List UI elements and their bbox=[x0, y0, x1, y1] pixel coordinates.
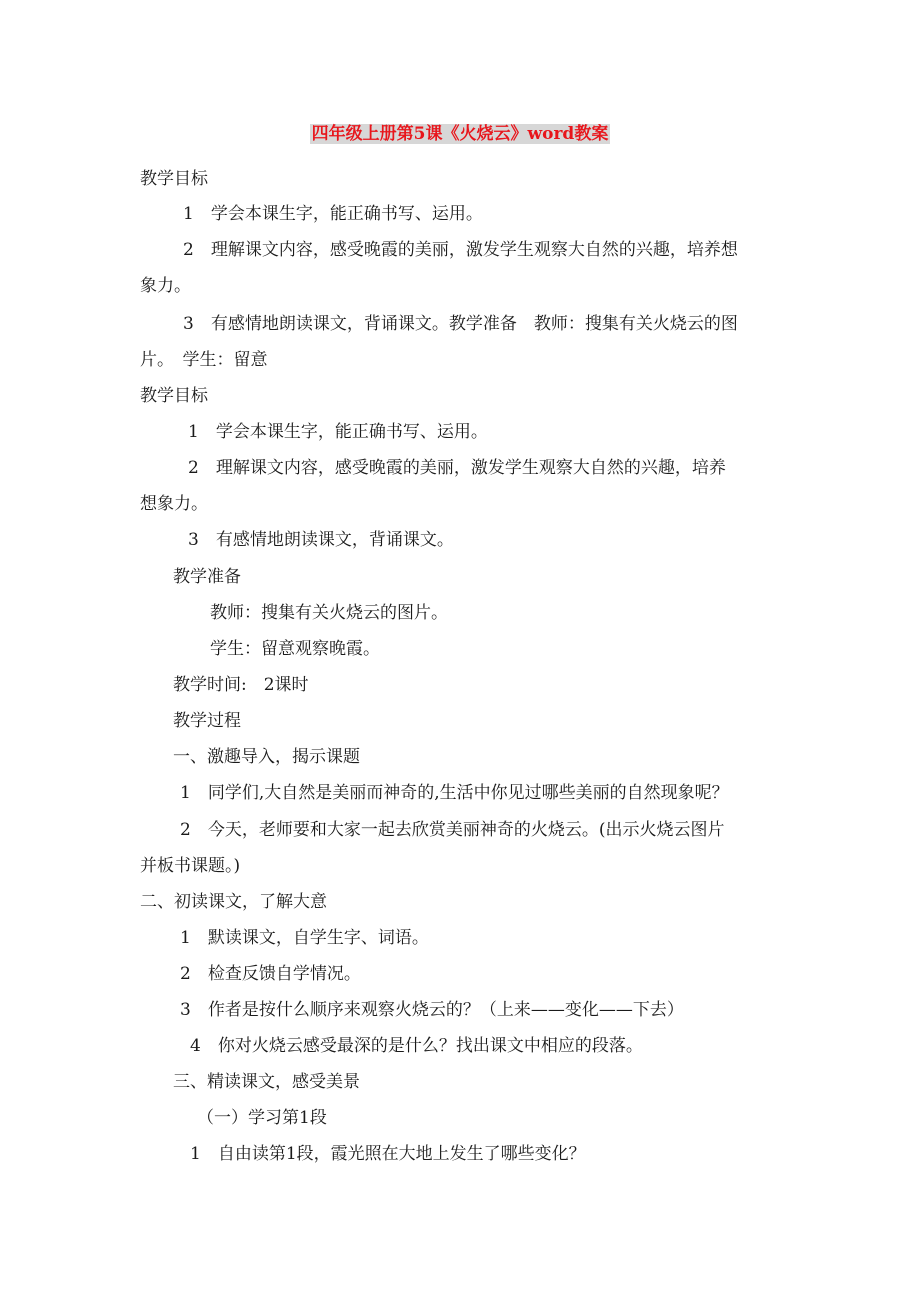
section-heading: 二、初读课文，了解大意 bbox=[140, 892, 327, 912]
paragraph-line: 1 同学们,大自然是美丽而神奇的,生活中你见过哪些美丽的自然现象呢？ bbox=[180, 783, 729, 803]
paragraph-line: 2 检查反馈自学情况。 bbox=[180, 964, 361, 984]
subsection-heading: （一）学习第1段 bbox=[197, 1108, 327, 1128]
paragraph-line: 教学时间: 2课时 bbox=[173, 675, 309, 695]
paragraph-line: 2 理解课文内容，感受晚霞的美丽，激发学生观察大自然的兴趣，培养想 bbox=[183, 240, 738, 260]
document-title-text: 四年级上册第5课《火烧云》word教案 bbox=[311, 124, 609, 144]
paragraph-line: 1 学会本课生字，能正确书写、运用。 bbox=[188, 422, 488, 442]
paragraph-line: 3 有感情地朗读课文，背诵课文。教学准备 教师：搜集有关火烧云的图 bbox=[183, 314, 738, 334]
paragraph-line: 2 理解课文内容，感受晚霞的美丽，激发学生观察大自然的兴趣，培养 bbox=[188, 458, 726, 478]
paragraph-line: 学生：留意观察晚霞。 bbox=[210, 639, 380, 659]
section-heading: 教学目标 bbox=[140, 169, 208, 189]
paragraph-line: 象力。 bbox=[140, 276, 191, 296]
paragraph-line: 4 你对火烧云感受最深的是什么？找出课文中相应的段落。 bbox=[190, 1036, 643, 1056]
paragraph-line: 3 有感情地朗读课文，背诵课文。 bbox=[188, 530, 454, 550]
section-heading: 一、激趣导入，揭示课题 bbox=[173, 747, 360, 767]
paragraph-line: 片。 学生：留意 bbox=[140, 350, 268, 370]
paragraph-line: 并板书课题。) bbox=[140, 856, 241, 876]
section-heading: 教学准备 bbox=[173, 567, 241, 587]
section-heading: 三、精读课文，感受美景 bbox=[173, 1072, 360, 1092]
paragraph-line: 想象力。 bbox=[140, 494, 208, 514]
paragraph-line: 教师：搜集有关火烧云的图片。 bbox=[210, 603, 448, 623]
paragraph-line: 1 默读课文，自学生字、词语。 bbox=[180, 928, 429, 948]
paragraph-line: 1 自由读第1段，霞光照在大地上发生了哪些变化？ bbox=[190, 1144, 586, 1164]
section-heading: 教学过程 bbox=[173, 711, 241, 731]
paragraph-line: 2 今天，老师要和大家一起去欣赏美丽神奇的火烧云。(出示火烧云图片 bbox=[180, 820, 725, 840]
paragraph-line: 3 作者是按什么顺序来观察火烧云的？（上来——变化——下去） bbox=[180, 1000, 684, 1020]
paragraph-line: 1 学会本课生字，能正确书写、运用。 bbox=[183, 204, 483, 224]
document-title bbox=[0, 121, 920, 147]
section-heading: 教学目标 bbox=[140, 386, 208, 406]
